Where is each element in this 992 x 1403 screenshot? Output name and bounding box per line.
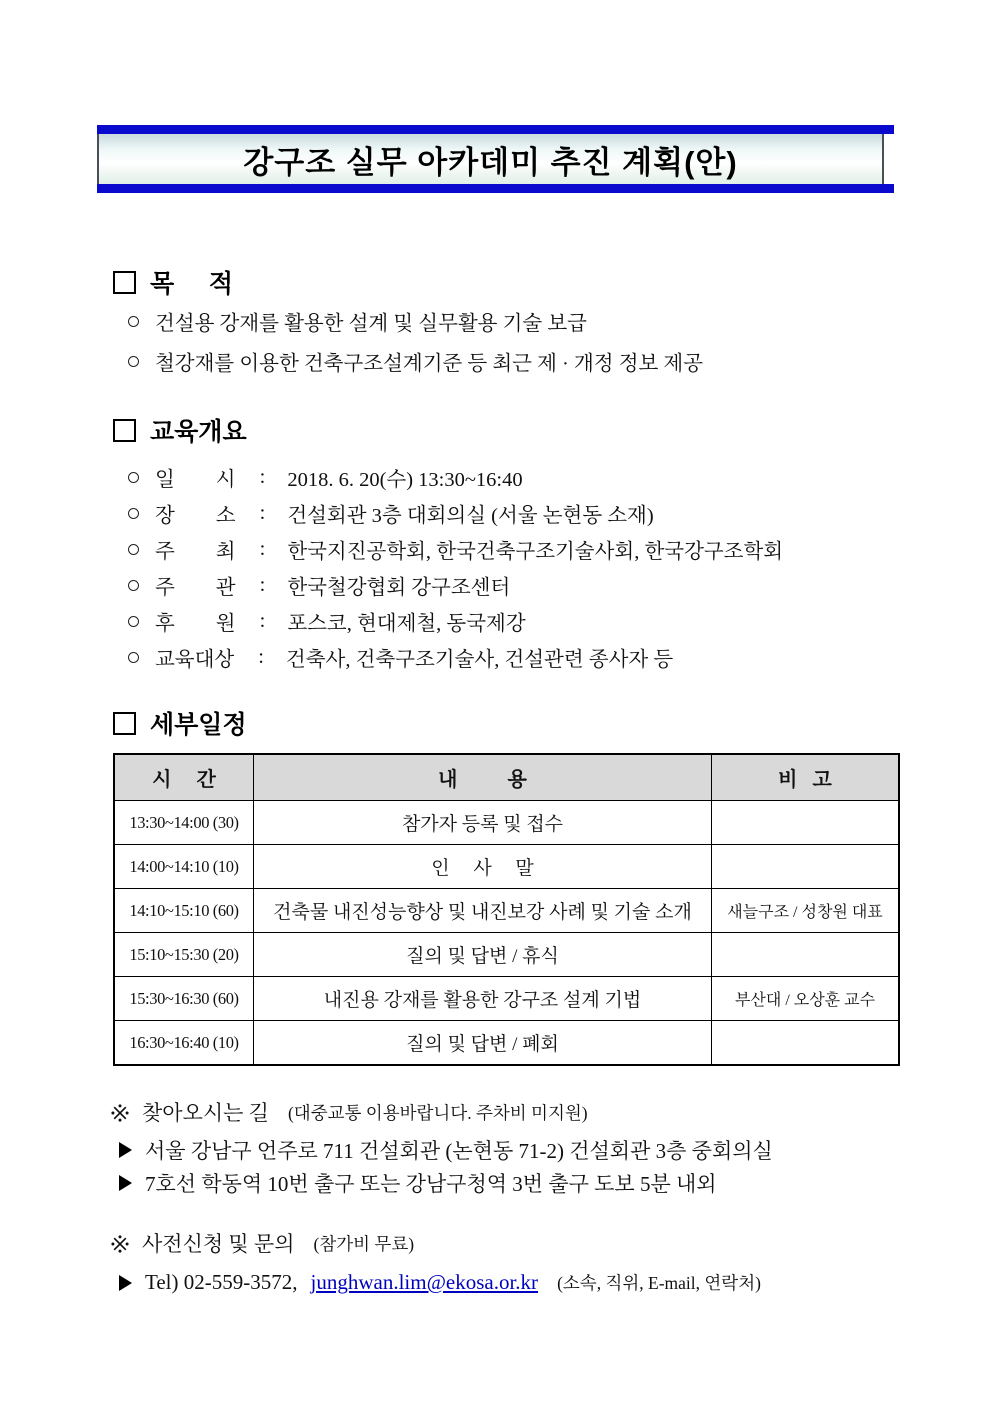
- overview-item-colon: :: [259, 573, 266, 596]
- cell-content: 질의 및 답변 / 휴식: [254, 933, 712, 977]
- overview-item-value: 한국철강협회 강구조센터: [287, 577, 511, 599]
- purpose-item: [128, 346, 703, 376]
- table-row: [115, 845, 898, 889]
- col-header-content: 내 용: [254, 755, 712, 801]
- schedule-table: [113, 753, 900, 1066]
- purpose-item-text: 철강재를 이용한 건축구조설계기준 등 최근 제 · 개정 정보 제공: [155, 353, 704, 375]
- circle-bullet-icon: [128, 616, 139, 627]
- cell-note: [712, 801, 898, 845]
- overview-item-label: 교육대상: [155, 649, 235, 671]
- overview-item: [128, 498, 654, 528]
- arrow-bullet-icon: [119, 1275, 132, 1291]
- overview-item-label: 일 시: [155, 469, 236, 491]
- square-bullet-icon: [113, 419, 136, 442]
- overview-item-value: 한국지진공학회, 한국건축구조기술사회, 한국강구조학회: [287, 541, 784, 563]
- cell-time: 15:30~16:30 (60): [115, 977, 254, 1021]
- table-row: [115, 1021, 898, 1064]
- circle-bullet-icon: [128, 356, 139, 367]
- overview-item-colon: :: [259, 501, 266, 524]
- overview-item: [128, 606, 526, 636]
- title-banner: [97, 125, 894, 193]
- overview-item-colon: :: [259, 537, 266, 560]
- overview-item-label: 주 관: [155, 577, 236, 599]
- col-header-time: 시 간: [115, 755, 254, 801]
- banner-top-bar: [97, 125, 894, 134]
- circle-bullet-icon: [128, 472, 139, 483]
- overview-item-label: 후 원: [155, 613, 236, 635]
- arrow-bullet-icon: [119, 1142, 132, 1158]
- cell-note: [712, 1021, 898, 1064]
- cell-time: 16:30~16:40 (10): [115, 1021, 254, 1064]
- overview-heading: [113, 412, 247, 448]
- purpose-item: [128, 306, 587, 336]
- overview-item: [128, 534, 783, 564]
- cell-content: 건축물 내진성능향상 및 내진보강 사례 및 기술 소개: [254, 889, 712, 933]
- table-row: [115, 801, 898, 845]
- arrow-bullet-icon: [119, 1175, 132, 1191]
- overview-item-value: 2018. 6. 20(수) 13:30~16:40: [287, 469, 523, 491]
- reference-mark-icon: [111, 1103, 129, 1121]
- purpose-heading-label: 목 적: [150, 270, 234, 298]
- overview-item: [128, 570, 510, 600]
- overview-item-value: 포스코, 현대제철, 동국제강: [287, 613, 526, 635]
- overview-item-value: 건설회관 3층 대회의실 (서울 논현동 소재): [287, 505, 654, 527]
- purpose-item-text: 건설용 강재를 활용한 설계 및 실무활용 기술 보급: [155, 313, 587, 335]
- cell-time: 14:00~14:10 (10): [115, 845, 254, 889]
- email-link[interactable]: junghwan.lim@ekosa.or.kr: [310, 1270, 539, 1294]
- overview-item: [128, 462, 523, 492]
- overview-item-label: 주 최: [155, 541, 236, 563]
- cell-note: 부산대 / 오상훈 교수: [712, 977, 898, 1021]
- reference-mark-icon: [111, 1234, 129, 1252]
- circle-bullet-icon: [128, 316, 139, 327]
- registration-heading-label: 사전신청 및 문의: [142, 1232, 295, 1256]
- square-bullet-icon: [113, 271, 136, 294]
- circle-bullet-icon: [128, 544, 139, 555]
- table-row: [115, 977, 898, 1021]
- directions-item-text: 7호선 학동역 10번 출구 또는 강남구청역 3번 출구 도보 5분 내외: [145, 1172, 717, 1196]
- circle-bullet-icon: [128, 508, 139, 519]
- circle-bullet-icon: [128, 580, 139, 591]
- cell-note: 새늘구조 / 성창원 대표: [712, 889, 898, 933]
- registration-heading: [111, 1228, 414, 1258]
- cell-note: [712, 933, 898, 977]
- overview-item: [128, 642, 673, 672]
- cell-content: 내진용 강재를 활용한 강구조 설계 기법: [254, 977, 712, 1021]
- overview-item-colon: :: [259, 609, 266, 632]
- table-row: [115, 889, 898, 933]
- cell-note: [712, 845, 898, 889]
- banner-bottom-bar: [97, 184, 894, 193]
- registration-heading-note: (참가비 무료): [313, 1233, 415, 1254]
- tel-label: Tel) 02-559-3572,: [145, 1270, 298, 1294]
- contact-note: (소속, 직위, E-mail, 연락처): [557, 1273, 761, 1293]
- overview-item-colon: :: [259, 465, 266, 488]
- cell-time: 13:30~14:00 (30): [115, 801, 254, 845]
- directions-item-text: 서울 강남구 언주로 711 건설회관 (논현동 71-2) 건설회관 3층 중회의실: [145, 1139, 773, 1163]
- directions-heading: [111, 1097, 588, 1127]
- table-row: [115, 933, 898, 977]
- contact-line: [119, 1270, 761, 1295]
- overview-heading-label: 교육개요: [150, 418, 247, 446]
- directions-heading-label: 찾아오시는 길: [142, 1101, 269, 1125]
- directions-item: [119, 1135, 773, 1165]
- table-header-row: [115, 755, 898, 801]
- col-header-note: 비 고: [712, 755, 898, 801]
- directions-item: [119, 1168, 717, 1198]
- directions-heading-note: (대중교통 이용바랍니다. 주차비 미지원): [287, 1102, 588, 1123]
- cell-content: 참가자 등록 및 접수: [254, 801, 712, 845]
- schedule-heading-label: 세부일정: [150, 711, 247, 739]
- banner-body: [97, 134, 884, 184]
- overview-item-colon: :: [258, 645, 264, 668]
- cell-time: 14:10~15:10 (60): [115, 889, 254, 933]
- overview-item-value: 건축사, 건축구조기술사, 건설관련 종사자 등: [285, 649, 674, 671]
- purpose-heading: [113, 264, 233, 300]
- circle-bullet-icon: [128, 652, 139, 663]
- cell-time: 15:10~15:30 (20): [115, 933, 254, 977]
- square-bullet-icon: [113, 712, 136, 735]
- schedule-heading: [113, 705, 247, 741]
- cell-content: 질의 및 답변 / 폐회: [254, 1021, 712, 1064]
- document-title: 강구조 실무 아카데미 추진 계획(안): [243, 144, 738, 180]
- cell-content: 인 사 말: [254, 845, 712, 889]
- overview-item-label: 장 소: [155, 505, 236, 527]
